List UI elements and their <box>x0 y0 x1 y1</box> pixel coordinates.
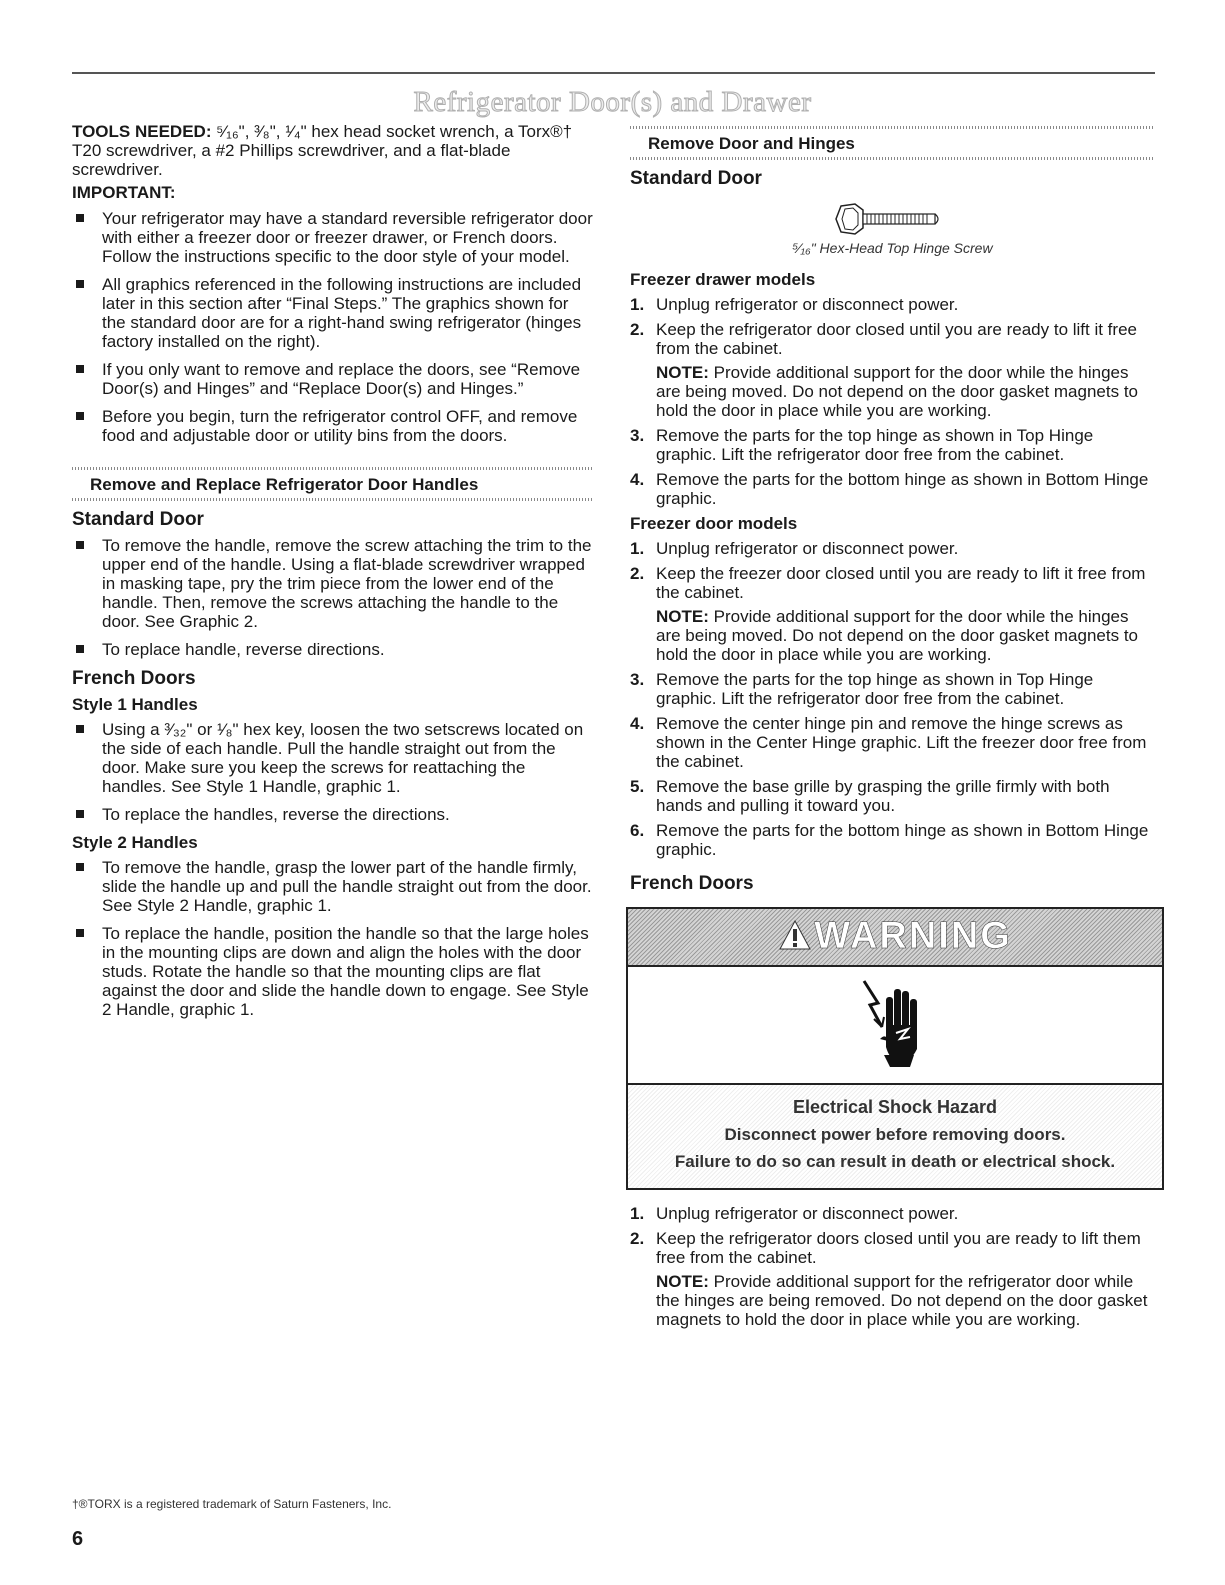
banner-label: Remove Door and Hinges <box>648 134 855 153</box>
step-text: Remove the parts for the bottom hinge as shown in Bottom Hinge graphic. <box>656 821 1149 859</box>
standard-door-heading: Standard Door <box>630 168 762 189</box>
warning-heading: WARNING <box>628 915 1162 958</box>
list-item: If you only want to remove and replace the doors, see “Remove Door(s) and Hinges” and “Replace Door(s) and Hinges.” <box>72 360 594 398</box>
tools-label: TOOLS NEEDED: <box>72 122 212 141</box>
freezer-drawer-heading: Freezer drawer models <box>630 270 816 289</box>
tools-text: ⁵⁄₁₆", ³⁄₈", ¹⁄₄" hex head socket wrench, a Torx®† T20 screwdriver, a #2 Phillips screwdriver, and a flat-blade screwdriver. <box>72 122 573 179</box>
style1-list <box>72 720 594 824</box>
step-number: 3. <box>630 426 645 445</box>
step-item <box>630 426 1155 464</box>
step-item <box>630 564 1155 664</box>
list-item: To replace the handles, reverse the directions. <box>72 805 594 824</box>
note-label: NOTE: <box>656 363 709 382</box>
step-number: 4. <box>630 470 645 489</box>
warning-header <box>628 909 1162 967</box>
warning-box <box>626 907 1164 1190</box>
list-item: Using a ³⁄₃₂" or ¹⁄₈" hex key, loosen the two setscrews located on the side of each handle. Pull the handle straight out from the door. Make sure you keep the screws for reattaching the handles. See Style 1 Handle, graphic 1. <box>72 720 594 796</box>
tools-needed <box>72 122 594 179</box>
warning-line-2: Failure to do so can result in death or electrical shock. <box>674 1152 1116 1171</box>
step-note <box>656 607 1155 664</box>
standard-door-heading: Standard Door <box>72 509 204 530</box>
step-number: 1. <box>630 539 645 558</box>
step-item <box>630 539 1155 558</box>
note-text: Provide additional support for the door while the hinges are being moved. Do not depend on the door gasket magnets to hold the door in place while you are working. <box>656 363 1138 420</box>
step-text: Unplug refrigerator or disconnect power. <box>656 295 959 314</box>
step-number: 6. <box>630 821 645 840</box>
step-text: Remove the parts for the top hinge as shown in Top Hinge graphic. Lift the refrigerator door free from the cabinet. <box>656 426 1094 464</box>
style2-list <box>72 858 594 1019</box>
note-label: NOTE: <box>656 1272 709 1291</box>
step-text: Keep the refrigerator door closed until you are ready to lift it free from the cabinet. <box>656 320 1137 358</box>
step-text: Keep the refrigerator doors closed until you are ready to lift them free from the cabinet. <box>656 1229 1141 1267</box>
list-item: To replace handle, reverse directions. <box>72 640 594 659</box>
top-rule <box>72 72 1155 74</box>
hazard-title: Electrical Shock Hazard <box>792 1097 998 1117</box>
list-item: To remove the handle, grasp the lower part of the handle firmly, slide the handle up and pull the handle straight out from the door. See Style 2 Handle, graphic 1. <box>72 858 594 915</box>
step-number: 1. <box>630 295 645 314</box>
step-number: 2. <box>630 320 645 339</box>
step-text: Remove the base grille by grasping the grille firmly with both hands and pulling it toward you. <box>656 777 1110 815</box>
important-list <box>72 209 594 445</box>
list-item: To remove the handle, remove the screw attaching the trim to the upper end of the handle. Using a flat-blade screwdriver wrapped in masking tape, pry the trim piece from the lower end of the handle. Then, remove the screws attaching the handle to the door. See Graphic 2. <box>72 536 594 631</box>
note-text: Provide additional support for the door while the hinges are being moved. Do not depend on the door gasket magnets to hold the door in place while you are working. <box>656 607 1138 664</box>
step-number: 3. <box>630 670 645 689</box>
step-item <box>630 670 1155 708</box>
style2-heading: Style 2 Handles <box>72 833 198 852</box>
step-item <box>630 1204 1155 1223</box>
step-text: Unplug refrigerator or disconnect power. <box>656 539 959 558</box>
left-column <box>72 122 594 1028</box>
step-number: 2. <box>630 1229 645 1248</box>
page-number: 6 <box>72 1528 84 1550</box>
list-item: To replace the handle, position the handle so that the large holes in the mounting clips are down and align the holes with the door studs. Rotate the handle so that the mounting clips are flat against the door and slide the handle down to engage. See Style 2 Handle, graphic 1. <box>72 924 594 1019</box>
page-title: Refrigerator Door(s) and Drawer <box>413 86 812 118</box>
step-number: 4. <box>630 714 645 733</box>
step-number: 2. <box>630 564 645 583</box>
trademark-footnote: †®TORX is a registered trademark of Saturn Fasteners, Inc. <box>72 1497 392 1511</box>
french-doors-heading: French Doors <box>630 873 754 894</box>
note-label: NOTE: <box>656 607 709 626</box>
standard-door-list <box>72 536 594 659</box>
step-note <box>656 1272 1155 1329</box>
step-number: 1. <box>630 1204 645 1223</box>
step-note <box>656 363 1155 420</box>
banner-label: Remove and Replace Refrigerator Door Handles <box>90 475 479 494</box>
warning-triangle-icon <box>778 919 812 951</box>
list-item: Before you begin, turn the refrigerator control OFF, and remove food and adjustable door or utility bins from the doors. <box>72 407 594 445</box>
warning-text-area <box>628 1085 1162 1188</box>
step-text: Remove the parts for the bottom hinge as shown in Bottom Hinge graphic. <box>656 470 1149 508</box>
step-number: 5. <box>630 777 645 796</box>
step-item <box>630 714 1155 771</box>
list-item: All graphics referenced in the following instructions are included later in this section after “Final Steps.” The graphics shown for the standard door are for a right-hand swing refrigerator (hinges factory installed on the right). <box>72 275 594 351</box>
freezer-drawer-steps <box>630 295 1155 508</box>
warning-line-1: Disconnect power before removing doors. <box>724 1125 1066 1144</box>
step-item <box>630 470 1155 508</box>
french-doors-steps <box>630 1204 1155 1329</box>
step-text: Keep the freezer door closed until you are ready to lift it free from the cabinet. <box>656 564 1146 602</box>
step-item <box>630 1229 1155 1329</box>
freezer-door-heading: Freezer door models <box>630 514 798 533</box>
right-column <box>630 126 1155 1335</box>
handles-section-banner <box>72 467 594 501</box>
step-item <box>630 320 1155 420</box>
style1-heading: Style 1 Handles <box>72 695 198 714</box>
list-item: Your refrigerator may have a standard reversible refrigerator door with either a freezer door or freezer drawer, or French doors. Follow the instructions specific to the door style of your model. <box>72 209 594 266</box>
important-heading: IMPORTANT: <box>72 183 176 202</box>
freezer-door-steps <box>630 539 1155 859</box>
shock-icon-area <box>628 967 1162 1085</box>
hinges-section-banner <box>630 126 1155 160</box>
note-text: Provide additional support for the refrigerator door while the hinges are being removed. Do not depend on the door gasket magnets to hold the door in place while you are working. <box>656 1272 1148 1329</box>
hex-head-screw-icon <box>833 200 953 238</box>
step-text: Remove the parts for the top hinge as shown in Top Hinge graphic. Lift the refrigerator door free from the cabinet. <box>656 670 1094 708</box>
step-text: Unplug refrigerator or disconnect power. <box>656 1204 959 1223</box>
french-doors-heading: French Doors <box>72 668 196 689</box>
screw-caption: ⁵⁄₁₆" Hex-Head Top Hinge Screw <box>792 240 993 256</box>
step-text: Remove the center hinge pin and remove the hinge screws as shown in the Center Hinge graphic. Lift the freezer door free from the cabinet. <box>656 714 1147 771</box>
electrical-shock-hand-icon <box>860 975 930 1075</box>
step-item <box>630 295 1155 314</box>
step-item <box>630 821 1155 859</box>
step-item <box>630 777 1155 815</box>
hex-head-screw-illustration <box>630 200 1155 238</box>
